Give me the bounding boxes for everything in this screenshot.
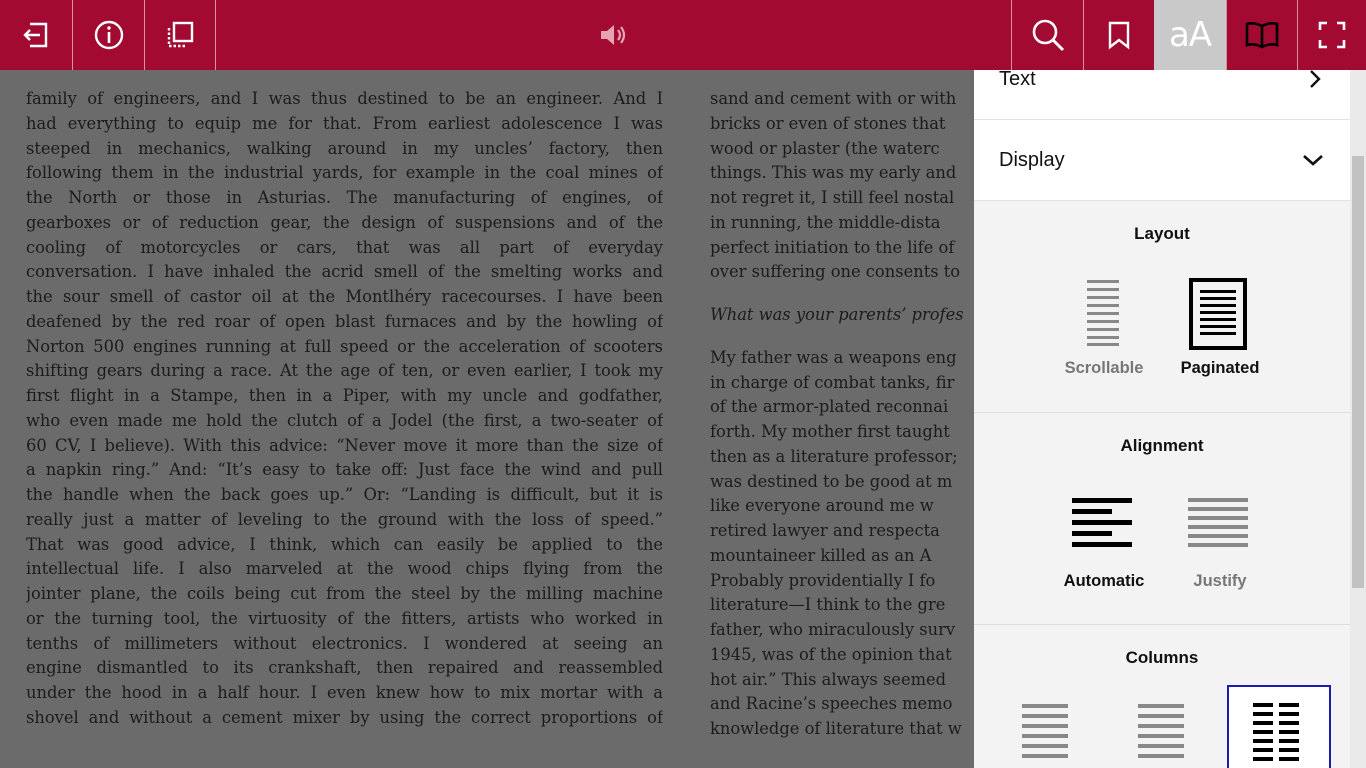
text-line: not regret it, I still feel nostal [710,188,955,207]
text-line: engine dismantled to its crankshaft, then repaired and reassembled [26,658,663,678]
text-line: That was good advice, I think, which can easily be applied to the [26,534,663,554]
text-line: of the armor-plated reconnai [710,397,949,417]
text-line: shovel and without a cement mixer by using the correct proportions of [26,707,663,727]
reader-toolbar [0,0,1366,70]
display-row-label: Display [999,149,1065,171]
text-line: perfect initiation to the life of [710,237,955,257]
text-line: 1945, was of the opinion that [710,644,952,664]
toolbar-separator [215,0,216,70]
layout-option-label: Paginated [1180,359,1260,377]
text-line: Probably providentially I fo [710,570,936,590]
fullscreen-button[interactable] [1298,0,1366,70]
text-line: father, who miraculously surv [710,620,956,639]
columns-option-one[interactable] [1118,690,1208,768]
single-column-icon [1022,702,1068,768]
text-line: Norton 500 engines running at full speed or the acceleration of scooters [26,336,663,356]
text-line: who even made me hold the clutch of a Jodel (the first, a two-seater of [26,410,663,430]
text-line: retired lawyer and respecta [710,521,940,540]
info-icon [93,19,125,51]
text-line: deafened by the red roar of open blast furnaces and by the howling of [26,311,663,331]
text-line: first flight in a Stampe, then in a Piper, with my uncle and godfather, [26,386,663,405]
interview-question: What was your parents’ profes [710,305,964,324]
text-line: steeped in mechanics, walking around in my uncles’ factory, then [26,138,663,158]
text-settings-button[interactable] [1154,0,1226,70]
align-left-icon [1071,496,1133,554]
text-line: was destined to be good at m [710,471,953,491]
text-line: or the turning tool, the virtuosity of the fitters, artists who worked in [26,608,663,628]
text-line: 60 CV, I believe). With this advice: “Never move it more than the size of [26,435,663,455]
alignment-option-label: Automatic [1063,572,1145,590]
text-line: like everyone around me w [710,496,934,516]
panel-scrollbar[interactable] [1350,70,1366,768]
text-line: conversation. I have inhaled the acrid smell of the smelting works and [26,262,663,282]
text-line: over suffering one consents to [710,262,961,282]
read-aloud-button[interactable] [593,0,633,70]
bookmark-icon [1106,20,1132,50]
text-line: and Racine’s speeches memo [710,694,953,714]
bookmark-button[interactable] [1084,0,1154,70]
text-line: shifting gears during a race. At the age of ten, or even earlier, I took my [26,361,663,381]
alignment-option-label: Justify [1193,572,1247,590]
text-line: cooling of motorcycles or cars, that was all part of everyday [26,237,663,257]
chevron-down-icon [1302,153,1324,167]
single-column-icon [1138,702,1184,768]
panel-scrollbar-thumb[interactable] [1352,156,1364,588]
display-settings-row[interactable] [974,120,1350,201]
alignment-option-justify[interactable] [1165,490,1275,600]
text-line: sand and cement with or with [710,89,957,108]
text-column-left [26,87,663,731]
table-of-contents-button[interactable] [145,0,215,70]
text-settings-panel [974,70,1366,768]
text-line: mountaineer killed as an A [710,545,932,565]
columns-title: Columns [1125,648,1199,667]
text-line: intellectual life. I also marveled at the wood chips flying from the [26,559,663,579]
text-line: really just a matter of leveling to the ground with the loss of speed.” [26,509,663,529]
speaker-icon [598,20,628,50]
text-line: knowledge of literature that w [710,719,962,738]
section-divider [974,624,1350,625]
alignment-title: Alignment [1120,436,1204,455]
text-line: things. This was my early and [710,163,957,183]
exit-icon [21,20,51,50]
columns-option-auto[interactable] [1004,690,1094,768]
text-line: the handle when the back goes up.” Or: “Landing is difficult, but it is [26,485,663,504]
text-line: tenths of millimeters without electronics. I wondered at seeing an [26,633,663,653]
chevron-right-icon [1307,70,1323,89]
paginated-layout-icon [1189,278,1247,350]
align-justify-icon [1187,496,1249,554]
layout-title: Layout [1134,224,1190,243]
search-icon [1030,17,1066,53]
table-of-contents-icon [165,20,195,50]
text-line: in running, the middle-dista [710,212,941,232]
text-line: the sour smell of castor oil at the Montlhéry racecourses. I have been [26,287,663,306]
text-line: gearboxes or of reduction gear, the design of suspensions and of the [26,212,663,232]
text-line: wood or plaster (the waterc [710,138,940,158]
text-line: following them in the industrial yards, for example in the coal mines of [26,163,663,183]
text-line: My father was a weapons eng [710,347,957,367]
text-line: the North or those in Asturias. The manufacturing of engines, of [26,188,663,207]
text-settings-row[interactable] [974,70,1350,120]
info-button[interactable] [73,0,144,70]
text-line: then as a literature professor; [710,446,958,466]
back-button[interactable] [0,0,72,70]
text-line: in charge of combat tanks, fir [710,372,955,392]
text-row-label: Text [999,70,1036,90]
text-line: a napkin ring.” And: “It’s easy to take off: Just face the wind and pull [26,460,663,480]
layout-option-label: Scrollable [1064,359,1144,377]
columns-option-two[interactable] [1227,685,1331,768]
text-line: forth. My mother first taught [710,422,950,441]
book-view-button[interactable] [1227,0,1297,70]
alignment-option-automatic[interactable] [1049,490,1159,600]
text-settings-label: aA [1168,15,1212,55]
text-line: under the hood in a half hour. I even knew how to mix mortar with a [26,683,663,702]
text-line: jointer plane, the coils being cut from the steel by the milling machine [26,584,663,603]
open-book-icon [1244,20,1280,50]
layout-option-paginated[interactable] [1165,273,1275,383]
section-divider [974,412,1350,413]
layout-option-scrollable[interactable] [1049,273,1159,383]
text-line: literature—I think to the gre [710,595,946,615]
text-line: had everything to equip me for that. From earliest adolescence I was [26,113,663,133]
fullscreen-icon [1317,20,1347,50]
scrollable-layout-icon [1085,278,1121,348]
text-line: hot air.” This always seemed [710,669,947,689]
two-columns-icon [1253,701,1299,768]
text-line: family of engineers, and I was thus destined to be an engineer. And I [26,89,663,108]
search-button[interactable] [1012,0,1083,70]
text-line: bricks or even of stones that [710,113,946,133]
